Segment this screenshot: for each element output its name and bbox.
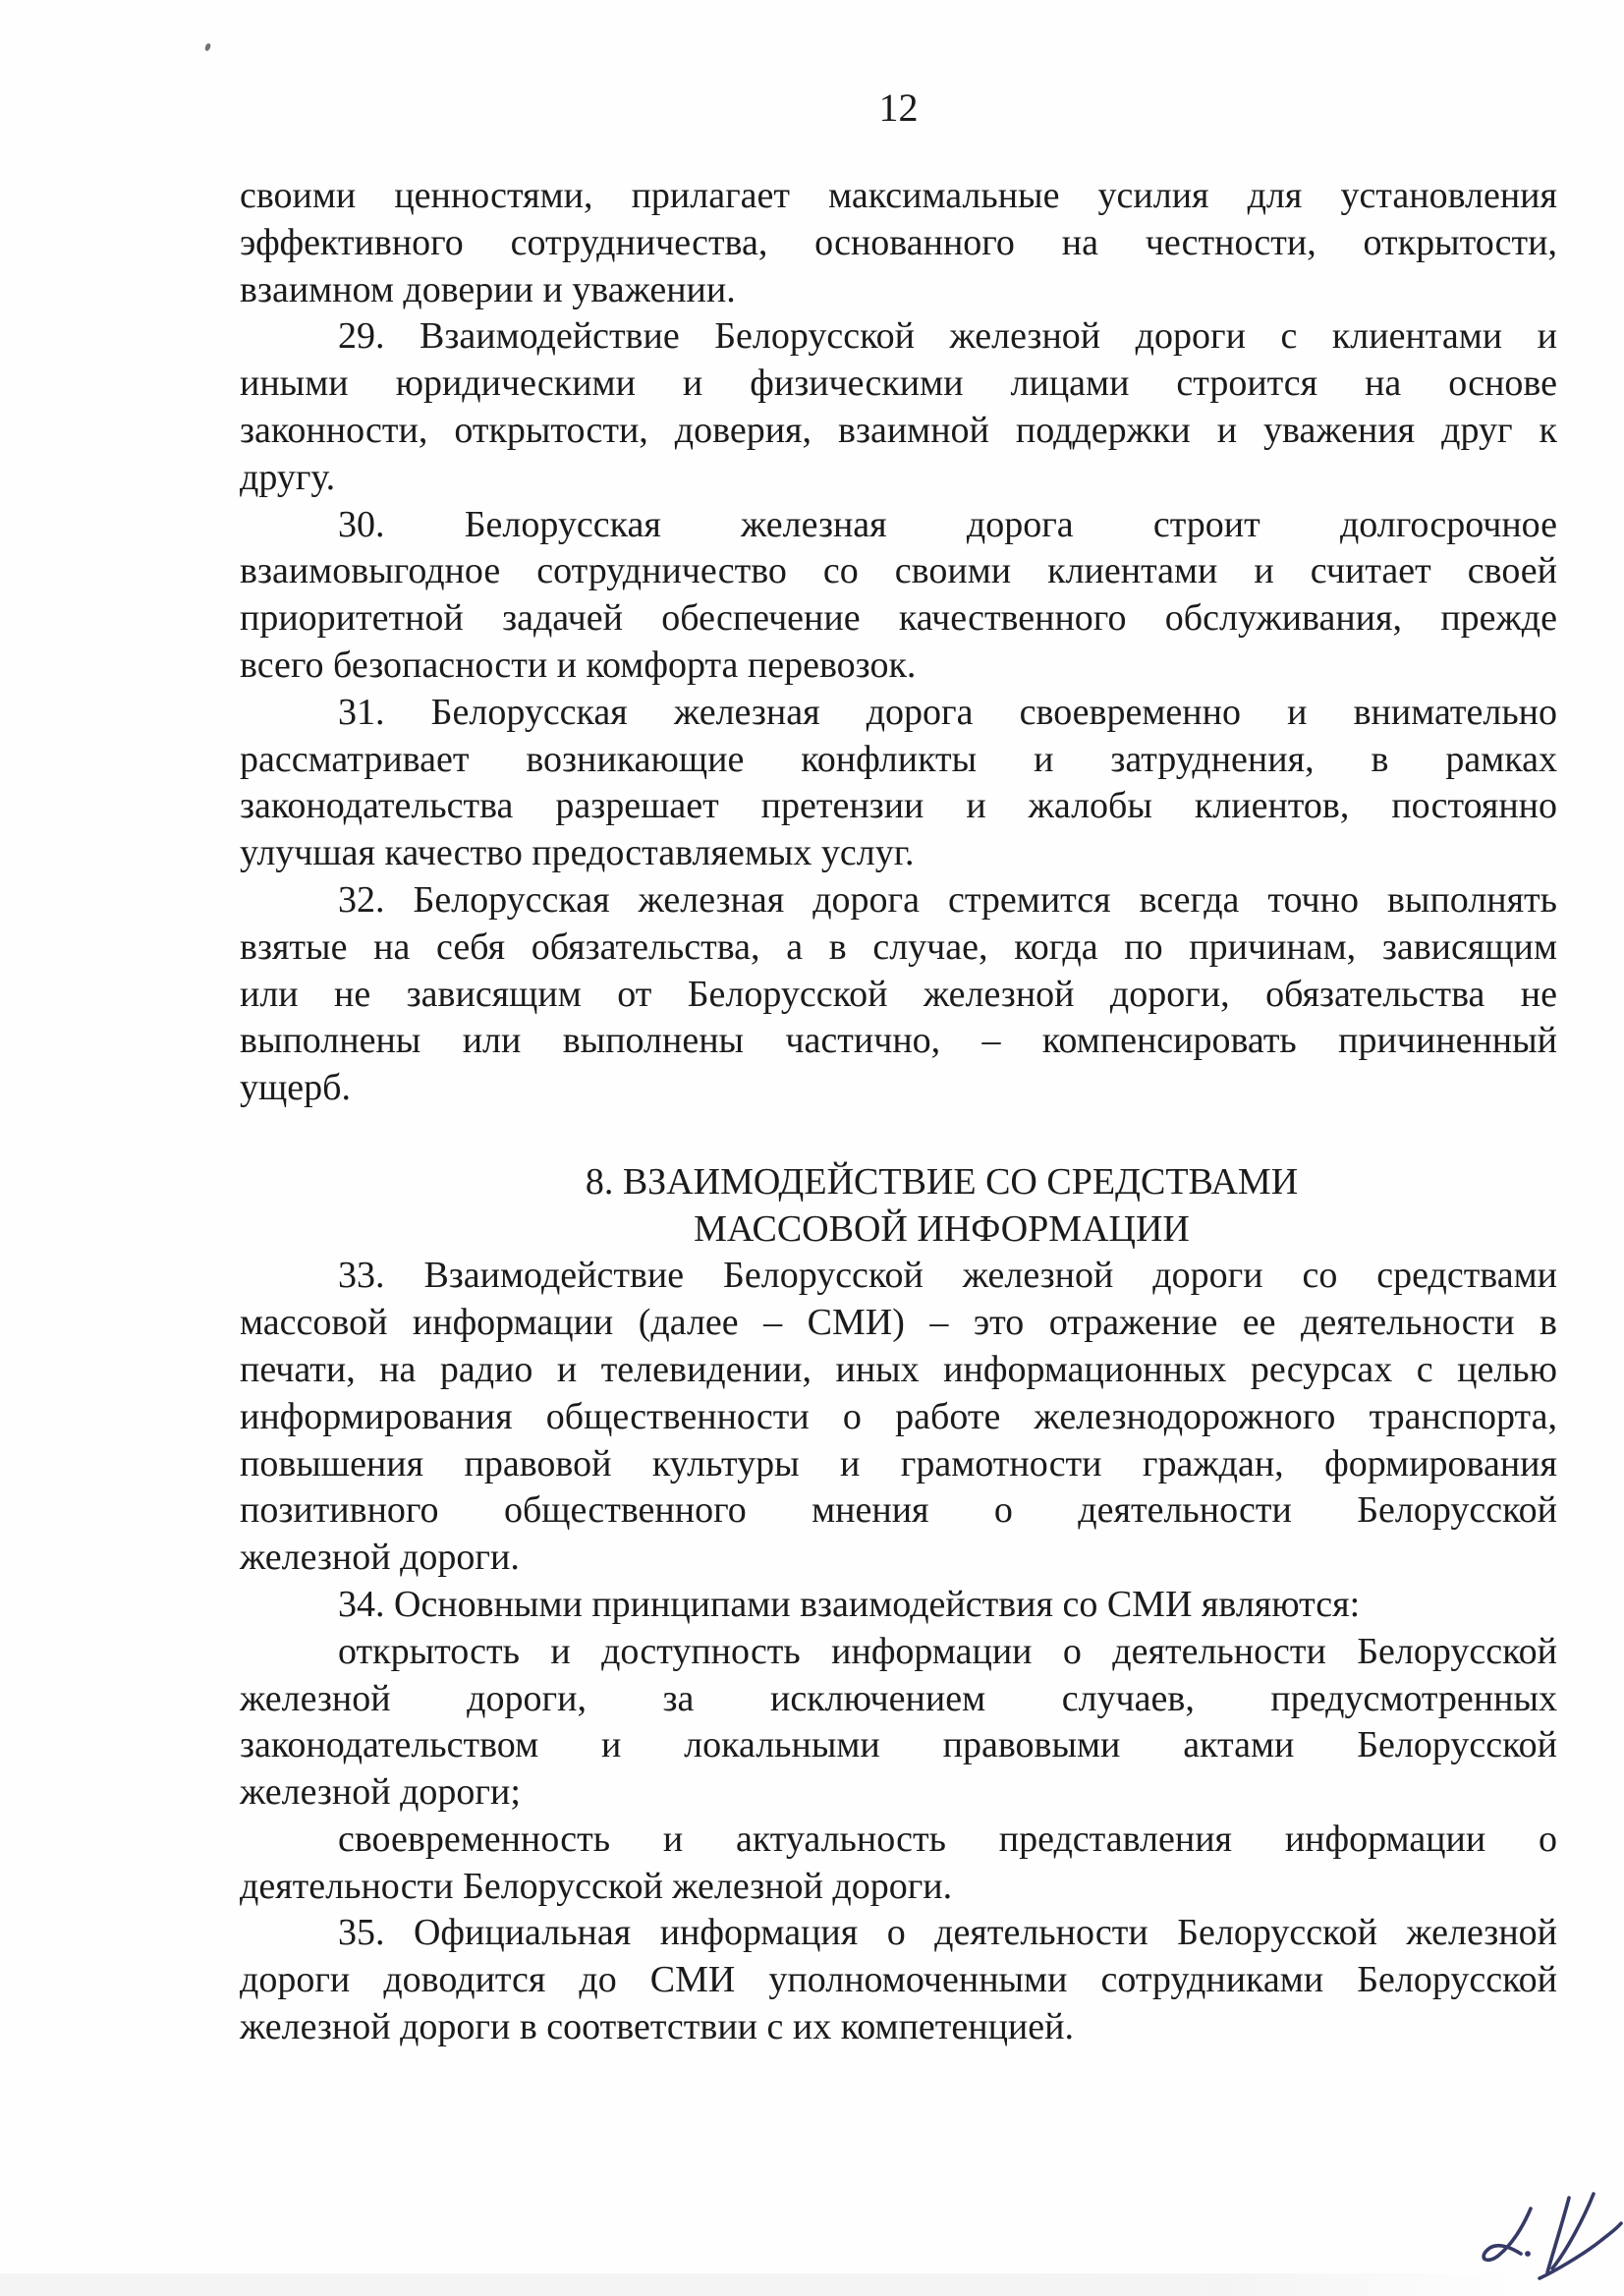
paragraph-line: взаимовыгодное сотрудничество со своими клиентами и считает своей xyxy=(240,550,1557,592)
paragraph-line: дороги доводится до СМИ уполномоченными сотрудниками Белорусской xyxy=(240,1959,1557,2001)
paragraph-line: позитивного общественного мнения о деятельности Белорусской xyxy=(240,1489,1557,1532)
paragraph-line: рассматривает возникающие конфликты и затруднения, в рамках xyxy=(240,738,1557,780)
paragraph-line: деятельности Белорусской железной дороги. xyxy=(240,1865,953,1907)
paragraph-line: выполнены или выполнены частично, – компенсировать причиненный xyxy=(240,1020,1557,1062)
paragraph-line: железной дороги. xyxy=(240,1537,520,1579)
paragraph-line: 35. Официальная информация о деятельности Белорусской железной xyxy=(338,1912,1557,1954)
section-heading-line: МАССОВОЙ ИНФОРМАЦИИ xyxy=(694,1207,1190,1250)
paragraph-line: улучшая качество предоставляемых услуг. xyxy=(240,832,915,874)
paragraph-line: 29. Взаимодействие Белорусской железной дороги с клиентами и xyxy=(338,315,1557,358)
paragraph-line: приоритетной задачей обеспечение качественного обслуживания, прежде xyxy=(240,597,1557,640)
paragraph-line: железной дороги в соответствии с их компетенцией. xyxy=(240,2006,1074,2048)
section-heading-line: 8. ВЗАИМОДЕЙСТВИЕ СО СРЕДСТВАМИ xyxy=(585,1160,1299,1203)
scan-bottom-edge xyxy=(0,2273,1624,2296)
paragraph-line: 30. Белорусская железная дорога строит долгосрочное xyxy=(338,503,1557,545)
paragraph-line: 33. Взаимодействие Белорусской железной дороги со средствами xyxy=(338,1255,1557,1297)
paragraph-line: железной дороги; xyxy=(240,1771,521,1814)
paragraph-line: законодательства разрешает претензии и жалобы клиентов, постоянно xyxy=(240,785,1557,827)
paragraph-line: 32. Белорусская железная дорога стремится всегда точно выполнять xyxy=(338,878,1557,921)
paragraph-line: законодательством и локальными правовыми актами Белорусской xyxy=(240,1724,1557,1766)
signature-stroke xyxy=(1484,2209,1531,2260)
paragraph-line: эффективного сотрудничества, основанного на честности, открытости, xyxy=(240,221,1557,263)
paragraph-line: всего безопасности и комфорта перевозок. xyxy=(240,644,917,686)
paragraph-line: законности, открытости, доверия, взаимной поддержки и уважения друг к xyxy=(240,409,1557,451)
paragraph-line: или не зависящим от Белорусской железной дороги, обязательства не xyxy=(240,973,1557,1015)
paragraph-line: открытость и доступность информации о деятельности Белорусской xyxy=(338,1630,1557,1672)
text-flow xyxy=(240,173,1557,2051)
paragraph-line: информирования общественности о работе железнодорожного транспорта, xyxy=(240,1395,1557,1437)
page-number: 12 xyxy=(878,85,919,130)
paragraph-line: массовой информации (далее – СМИ) – это отражение ее деятельности в xyxy=(240,1302,1557,1344)
paragraph-line: железной дороги, за исключением случаев, предусмотренных xyxy=(240,1677,1557,1719)
paragraph-line: 34. Основными принципами взаимодействия со СМИ являются: xyxy=(338,1583,1361,1625)
paragraph-line: 31. Белорусская железная дорога своевременно и внимательно xyxy=(338,691,1557,733)
blank-line xyxy=(240,1112,1557,1159)
paragraph-line: печати, на радио и телевидении, иных информационных ресурсах с целью xyxy=(240,1348,1557,1390)
paragraph-line: другу. xyxy=(240,456,336,498)
paragraph-line: взаимном доверии и уважении. xyxy=(240,268,736,310)
signature-dot xyxy=(1526,2252,1531,2257)
paragraph-line: своими ценностями, прилагает максимальные усилия для установления xyxy=(240,175,1557,216)
scan-speck-artifact xyxy=(204,42,211,51)
paragraph-line: иными юридическими и физическими лицами строится на основе xyxy=(240,363,1557,405)
paragraph-line: ущерб. xyxy=(240,1067,351,1109)
paragraph-line: повышения правовой культуры и грамотности граждан, формирования xyxy=(240,1442,1557,1484)
paragraph-line: своевременность и актуальность представления информации о xyxy=(338,1818,1557,1860)
paragraph-line: взятые на себя обязательства, а в случае, когда по причинам, зависящим xyxy=(240,925,1557,968)
